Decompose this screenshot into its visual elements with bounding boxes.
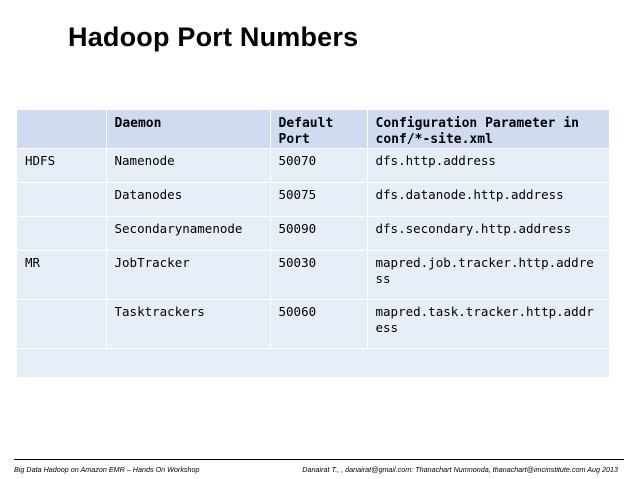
param-cell bbox=[367, 251, 609, 300]
footer-divider bbox=[14, 459, 624, 460]
header-group bbox=[17, 110, 106, 149]
empty-cell bbox=[17, 349, 609, 378]
param-line2: ss bbox=[375, 271, 391, 286]
port-cell: 50030 bbox=[270, 251, 367, 300]
group-cell: MR bbox=[17, 251, 106, 300]
footer-left-text: Big Data Hadoop on Amazon EMR – Hands On Workshop bbox=[14, 465, 200, 474]
daemon-cell: Tasktrackers bbox=[106, 300, 270, 349]
port-numbers-table bbox=[17, 110, 610, 378]
port-cell: 50060 bbox=[270, 300, 367, 349]
footer-right-text: Danairat T., , danairat@gmail.com: Thanachart Numnonda, thanachart@imcinstitute.com Aug 2013 bbox=[302, 465, 618, 474]
param-line1: mapred.task.tracker.http.addr bbox=[375, 304, 594, 319]
table-row bbox=[17, 251, 609, 300]
param-cell bbox=[367, 300, 609, 349]
group-cell: HDFS bbox=[17, 149, 106, 183]
table-row bbox=[17, 217, 609, 251]
table-row bbox=[17, 300, 609, 349]
header-config-parameter bbox=[367, 110, 609, 149]
daemon-cell: Secondarynamenode bbox=[106, 217, 270, 251]
header-daemon: Daemon bbox=[106, 110, 270, 149]
header-port-line2: Port bbox=[278, 132, 310, 147]
port-cell: 50090 bbox=[270, 217, 367, 251]
table-row bbox=[17, 149, 609, 183]
daemon-cell: Namenode bbox=[106, 149, 270, 183]
table-header-row bbox=[17, 110, 609, 149]
param-cell: dfs.http.address bbox=[367, 149, 609, 183]
table-row bbox=[17, 183, 609, 217]
table-row-empty bbox=[17, 349, 609, 378]
header-default-port bbox=[270, 110, 367, 149]
slide-title: Hadoop Port Numbers bbox=[68, 22, 359, 52]
header-param-line2: conf/*-site.xml bbox=[375, 132, 493, 147]
param-line2: ess bbox=[375, 320, 399, 335]
daemon-cell: Datanodes bbox=[106, 183, 270, 217]
group-cell bbox=[17, 217, 106, 251]
daemon-cell: JobTracker bbox=[106, 251, 270, 300]
header-port-line1: Default bbox=[278, 116, 334, 131]
port-cell: 50070 bbox=[270, 149, 367, 183]
header-param-line1: Configuration Parameter in bbox=[375, 116, 579, 131]
param-line1: mapred.job.tracker.http.addre bbox=[375, 255, 594, 270]
group-cell bbox=[17, 183, 106, 217]
param-cell: dfs.datanode.http.address bbox=[367, 183, 609, 217]
group-cell bbox=[17, 300, 106, 349]
port-cell: 50075 bbox=[270, 183, 367, 217]
param-cell: dfs.secondary.http.address bbox=[367, 217, 609, 251]
